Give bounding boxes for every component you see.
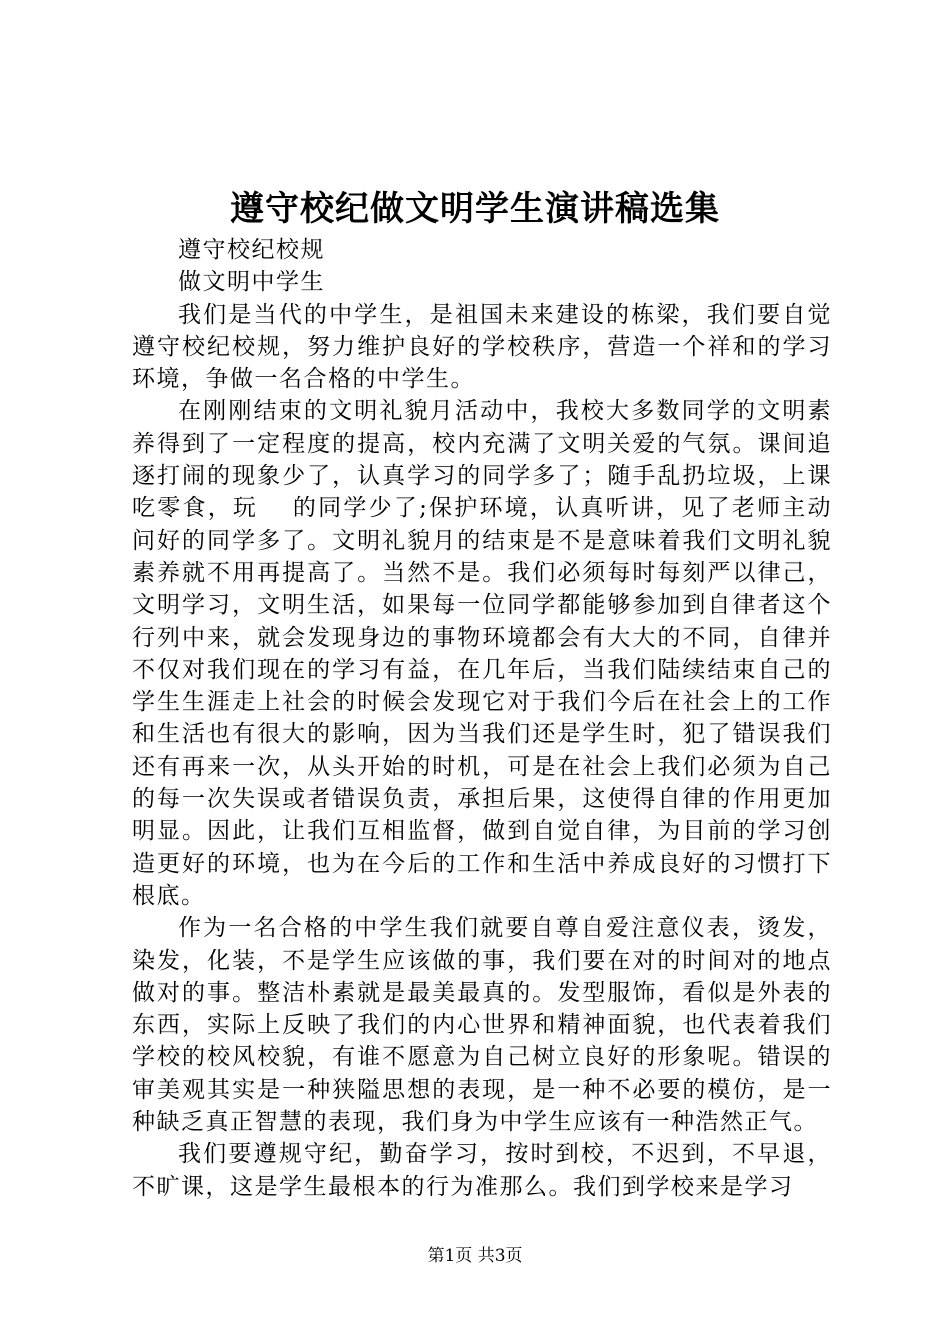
paragraph: 作为一名合格的中学生我们就要自尊自爱注意仪表，烫发，染发，化装，不是学生应该做的事，我们要在对的时间对的地点做对的事。整洁朴素就是最美最真的。发型服饰，看似是外表的东西，实际上反映了我们的内心世界和精神面貌，也代表着我们学校的校风校貌，有谁不愿意为自己树立良好的形象呢。错误的审美观其实是一种狭隘思想的表现，是一种不必要的模仿，是一种缺乏真正智慧的表现，我们身为中学生应该有一种浩然正气。 [132,915,832,1136]
paragraph: 在刚刚结束的文明礼貌月活动中，我校大多数同学的文明素养得到了一定程度的提高，校内充满了文明关爱的气氛。课间追逐打闹的现象少了，认真学习的同学多了；随手乱扔垃圾，上课吃零食，玩 的同学少了;保护环境，认真听讲，见了老师主动问好的同学多了。文明礼貌月的结束是不是意味着我们文明礼貌素养就不用再提高了。当然不是。我们必须每时每刻严以律己，文明学习，文明生活，如果每一位同学都能够参加到自律者这个行列中来，就会发现身边的事物环境都会有大大的不同，自律并不仅对我们现在的学习有益，在几年后，当我们陆续结束自己的学生生涯走上社会的时候会发现它对于我们今后在社会上的工作和生活也有很大的影响，因为当我们还是学生时，犯了错误我们还有再来一次，从头开始的时机，可是在社会上我们必须为自己的每一次失误或者错误负责，承担后果，这使得自律的作用更加明显。因此，让我们互相监督，做到自觉自律，为目前的学习创造更好的环境，也为在今后的工作和生活中养成良好的习惯打下根底。 [132,398,832,909]
paragraph: 遵守校纪校规 [178,237,325,263]
paragraph: 做文明中学生 [178,269,325,296]
page-number-footer: 第1页 共3页 [427,1246,523,1266]
document-title: 遵守校纪做文明学生演讲稿选集 [230,189,720,229]
document-body [132,234,832,1203]
paragraph: 我们是当代的中学生，是祖国未来建设的栋梁，我们要自觉遵守校纪校规，努力维护良好的学校秩序，营造一个祥和的学习环境，争做一名合格的中学生。 [132,301,832,393]
paragraph: 我们要遵规守纪，勤奋学习，按时到校，不迟到，不早退，不旷课，这是学生最根本的行为准那么。我们到学校来是学习 [132,1141,832,1200]
